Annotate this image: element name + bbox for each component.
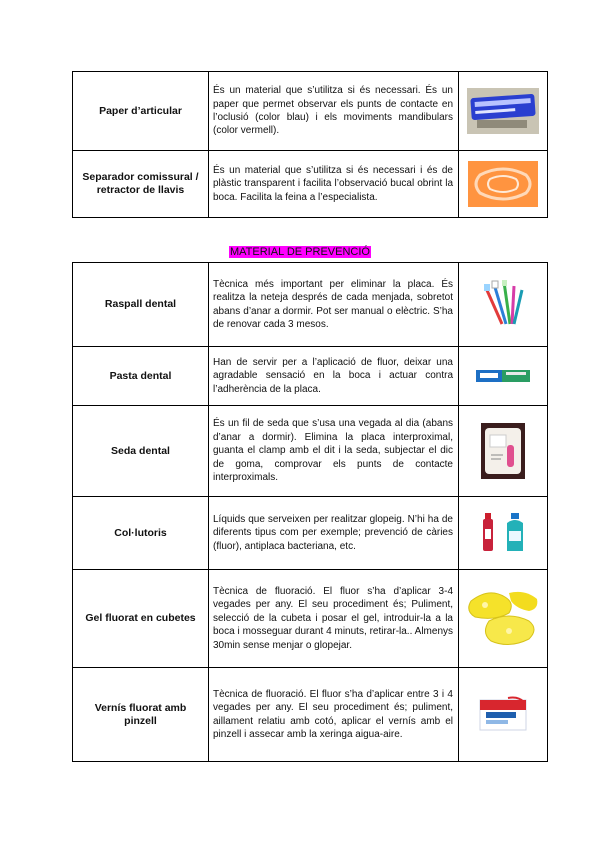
table-row (73, 570, 548, 668)
articulating-paper-image (467, 88, 539, 134)
fluoride-varnish-image (478, 696, 528, 734)
materials-table-prevention (72, 262, 548, 762)
table-row (73, 151, 548, 218)
material-description: És un fil de seda que s’usa una vegada al dia (abans d’anar a dormir). Elimina la placa interproximal, guanta el clamp amb el dit i la seda, subjectar el dic de goma, comprovar els punts de contacte interproximals. (209, 406, 459, 497)
toothpaste-image (474, 367, 532, 385)
material-description: Tècnica més important per eliminar la placa. És realitza la neteja després de cada menjada, sobretot abans d’anar a dormir. Pot ser manual o elèctric. S’ha de renovar cada 3 mesos. (209, 263, 459, 347)
dental-floss-image (481, 423, 525, 479)
lip-retractor-image (468, 161, 538, 207)
material-description: És un material que s’utilitza si és necessari. És un paper que permet observar els punts de contacte en l’oclusió (color blau) i els moviments mandibulars (color vermell). (209, 72, 459, 151)
material-description: Han de servir per a l’aplicació de fluor, deixar una agradable sensació en la boca i actuar contra l’adherència de la placa. (209, 347, 459, 406)
table-row (73, 72, 548, 151)
toothbrushes-image (480, 280, 526, 330)
material-name: Pasta dental (73, 347, 209, 406)
material-name: Paper d’articular (73, 72, 209, 151)
material-name: Gel fluorat en cubetes (73, 570, 209, 668)
mouthwash-image (479, 513, 527, 553)
section-title: MATERIAL DE PREVENCIÓ (230, 246, 370, 258)
table-row (73, 263, 548, 347)
table-row (73, 668, 548, 762)
table-row (73, 497, 548, 570)
material-name: Separador comissural / retractor de llavis (73, 151, 209, 218)
material-description: Líquids que serveixen per realitzar glopeig. N’hi ha de diferents tipus com per exemple; prevenció de càries (fluor), antiplaca bacteriana, etc. (209, 497, 459, 570)
material-name: Col·lutoris (73, 497, 209, 570)
material-description: Tècnica de fluoració. El fluor s’ha d’aplicar 3-4 vegades per any. El seu procediment és; Puliment, selecció de la cubeta i posar el gel, introduir-la a la boca i mosseguar durant 4 minuts, retirar-la.. Almenys 30min sense menjar o glopejar. (209, 570, 459, 668)
table-row (73, 347, 548, 406)
material-description: Tècnica de fluoració. El fluor s’ha d’aplicar entre 3 i 4 vegades per any. El seu procediment és; puliment, aillament relatiu amb cotó, aplicar el vernís amb el pinzell i assecar amb la xeringa aigua-aire. (209, 668, 459, 762)
material-name: Vernís fluorat amb pinzell (73, 668, 209, 762)
fluoride-trays-image (465, 587, 541, 651)
material-name: Seda dental (73, 406, 209, 497)
material-description: És un material que s’utilitza si és necessari i és de plàstic transparent i facilita l’observació bucal obrint la boca. Facilita la feina a l’especialista. (209, 151, 459, 218)
material-name: Raspall dental (73, 263, 209, 347)
table-row (73, 406, 548, 497)
materials-table-top (72, 71, 548, 218)
